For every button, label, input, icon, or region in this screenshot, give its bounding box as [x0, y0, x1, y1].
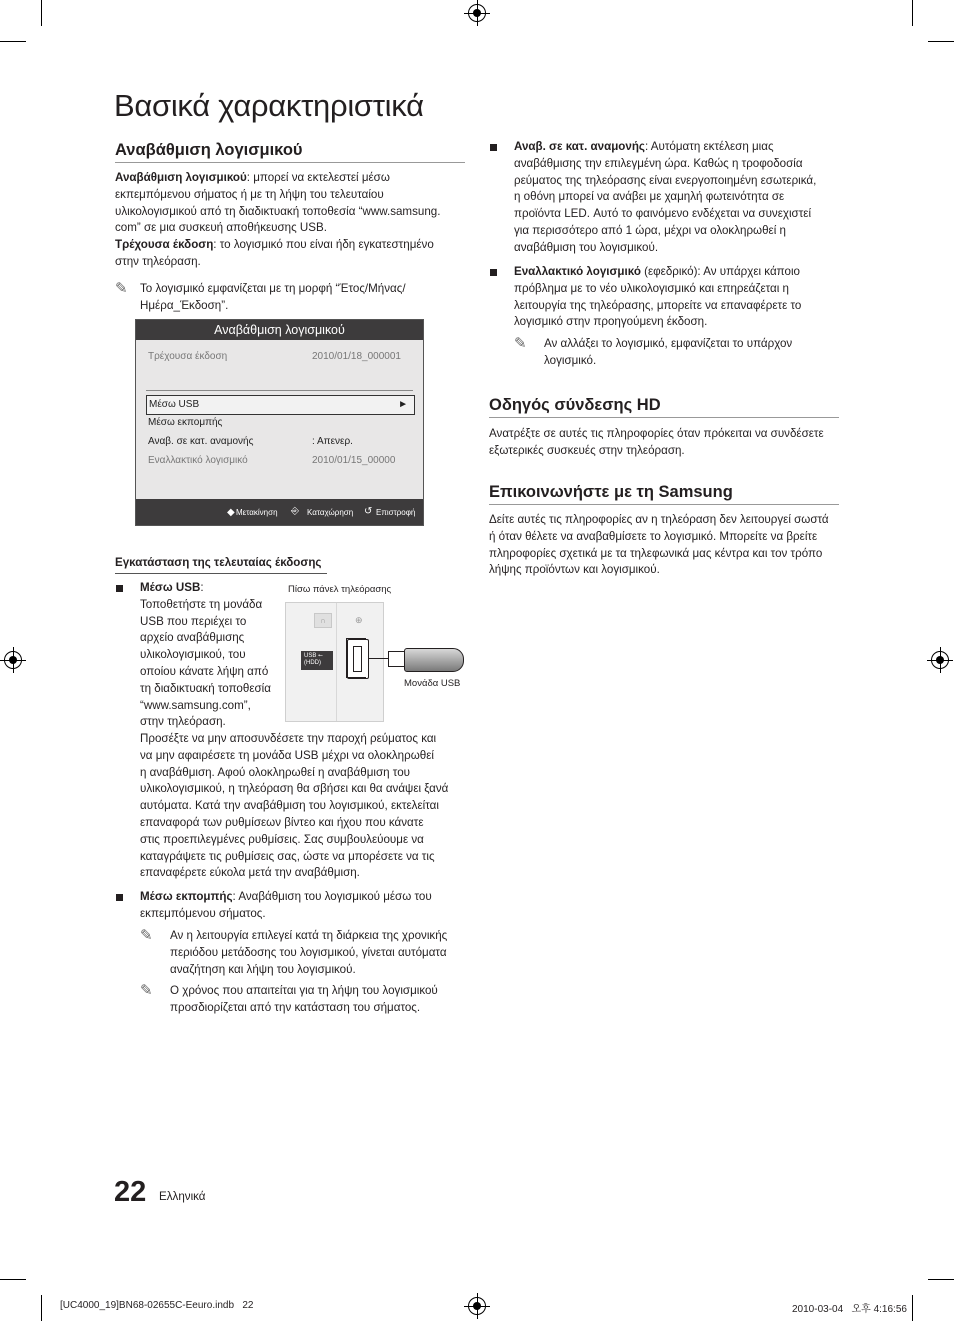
- text-line: η οθόνη μπορεί να ανάβει με χαμηλή φωτεινότητα σε: [514, 190, 785, 204]
- text-line: Μέσω εκπομπής: Αναβάθμιση του λογισμικού μέσω του: [140, 890, 432, 903]
- headphone-jack-icon: ∩: [314, 613, 332, 628]
- text-line: “www.samsung.com”,: [140, 698, 251, 712]
- text-line: στην τηλεόραση.: [140, 715, 226, 729]
- install-rule: [115, 573, 327, 574]
- text-line: Ημέρα_Έκδοση”.: [140, 298, 229, 312]
- page-number: 22: [114, 1176, 147, 1208]
- bold-term: Αναβ. σε κατ. αναμονής: [514, 140, 645, 153]
- menu-item-usb[interactable]: [146, 395, 415, 415]
- text-line: πληροφορίες σχετικά με τα τηλεφωνικά μας κέντρα και τον τρόπο: [489, 546, 823, 560]
- section-title-contact-samsung: Επικοινωνήστε με τη Samsung: [489, 483, 733, 501]
- text-line: επαναφέρετε εύκολα μετά την αναβάθμιση.: [140, 866, 360, 880]
- square-bullet-icon: [116, 894, 123, 901]
- menu-standby-value: : Απενερ.: [312, 436, 353, 447]
- page-language: Ελληνικά: [159, 1190, 206, 1203]
- menu-item-standby[interactable]: Αναβ. σε κατ. αναμονής: [148, 436, 254, 447]
- enter-icon: ⎆: [291, 506, 299, 517]
- return-icon: ↺: [364, 506, 373, 517]
- menu-item-usb-label: Μέσω USB: [149, 399, 200, 410]
- usb-hdd-port-label: USB ⭠ (HDD): [301, 651, 333, 670]
- text-line: υλικολογισμικού, του: [140, 648, 246, 662]
- standby-bullet-text: [514, 139, 844, 257]
- menu-foot-move: Μετακίνηση: [236, 508, 278, 517]
- text-line: να μην αφαιρέσετε τη μονάδα USB μέχρι να ολοκληρωθεί: [140, 748, 434, 762]
- text-line: USB που περιέχει το: [140, 614, 247, 628]
- broadcast-bullet-text: [140, 889, 470, 923]
- text-line: στις προεπιλεγμένες ρυθμίσεις. Σας συμβουλεύουμε να: [140, 832, 424, 846]
- usb-bullet-wide: [140, 731, 470, 882]
- text-line: λογισμικό στην προηγούμενη έκδοση.: [514, 315, 708, 329]
- text-line: στην τηλεόραση.: [115, 254, 201, 268]
- footer-date-info: 2010-03-04 오후 4:16:56: [792, 1304, 907, 1315]
- usb-drive-body: [404, 648, 464, 672]
- bold-term: Μέσω εκπομπής: [140, 890, 233, 903]
- text-line: Αν αλλάξει το λογισμικό, εμφανίζεται το υπάρχον: [544, 337, 793, 350]
- tv-back-panel-label: Πίσω πάνελ τηλεόρασης: [288, 584, 392, 595]
- usb-port-highlight: [347, 639, 369, 679]
- broadcast-note-1: [170, 928, 470, 978]
- usb-drive-plug: [388, 651, 405, 667]
- text-line: ή όταν θέλετε να αναβαθμίσετε το λογισμικό. Μπορείτε να βρείτε: [489, 529, 818, 543]
- alt-note: [544, 336, 844, 370]
- text-line: Τρέχουσα έκδοση: το λογισμικό που είναι ήδη εγκατεστημένο: [115, 238, 434, 252]
- software-upgrade-menu: [135, 319, 424, 526]
- usb-port-slot: [353, 646, 362, 672]
- crop-mark: [0, 41, 26, 42]
- text-line: Εναλλακτικό λογισμικό (εφεδρικό): Αν υπάρχει κάποιο: [514, 265, 800, 278]
- install-title: Εγκατάσταση της τελευταίας έκδοσης: [115, 556, 322, 569]
- bold-term: Τρέχουσα έκδοση: [115, 238, 214, 252]
- text-line: προσδιορίζεται από την κατάσταση του σήματος.: [170, 1000, 421, 1014]
- text-line: Μέσω USB:: [140, 581, 204, 594]
- connector-line: [346, 638, 366, 639]
- connector-line: [346, 677, 366, 678]
- pencil-note-icon: ✎: [140, 982, 153, 999]
- page-title: Βασικά χαρακτηριστικά: [114, 88, 424, 123]
- text-line: αναβάθμιση του λογισμικού.: [514, 240, 659, 254]
- text-line: τη διαδικτυακή τοποθεσία: [140, 681, 271, 695]
- connector-line: [346, 638, 347, 678]
- note-version-format: [140, 281, 460, 315]
- text-line: προϊόντα LED. Αυτό το φαινόμενο ενδέχεται να συνεχιστεί: [514, 207, 812, 221]
- text-line: αναζήτηση και λήψη του λογισμικού.: [170, 962, 356, 976]
- broadcast-note-2: [170, 983, 470, 1017]
- menu-foot-return: Επιστροφή: [376, 508, 416, 517]
- text-line: λογισμικό.: [544, 353, 597, 367]
- pencil-note-icon: ✎: [514, 335, 527, 352]
- usb-bullet-narrow: [140, 580, 285, 731]
- section-rule: [489, 504, 839, 505]
- crop-mark: [0, 1279, 26, 1280]
- square-bullet-icon: [490, 144, 497, 151]
- text-line: Ο χρόνος που απαιτείται για τη λήψη του λογισμικού: [170, 984, 438, 997]
- menu-item-broadcast[interactable]: Μέσω εκπομπής: [148, 417, 223, 428]
- bold-term: Μέσω USB: [140, 581, 201, 594]
- square-bullet-icon: [490, 269, 497, 276]
- bold-term: Αναβάθμιση λογισμικού: [115, 171, 247, 184]
- registration-mark-icon: [4, 651, 22, 669]
- footer-file-info: [UC4000_19]BN68-02655C-Eeuro.indb 22: [60, 1300, 254, 1311]
- menu-title: Αναβάθμιση λογισμικού: [136, 320, 423, 340]
- move-arrows-icon: ◆: [227, 507, 235, 518]
- menu-current-label: Τρέχουσα έκδοση: [148, 351, 228, 362]
- text-line: Τοποθετήστε τη μονάδα: [140, 597, 263, 611]
- text-line: επαναφορά των ρυθμίσεων βίντεο και ήχου που κάνατε: [140, 815, 424, 829]
- text-line: λήψης προϊόντων και λογισμικού.: [489, 563, 660, 577]
- text-line: εκπεμπόμενου σήματος ή με τη λήψη του τελευταίου: [115, 187, 384, 201]
- pencil-note-icon: ✎: [115, 280, 128, 297]
- text-line: Ανατρέξτε σε αυτές τις πληροφορίες όταν πρόκειται να συνδέσετε: [489, 427, 824, 440]
- crop-mark: [41, 0, 42, 26]
- panel-seam: [336, 603, 337, 721]
- menu-divider: [146, 390, 413, 391]
- crop-mark: [928, 1279, 954, 1280]
- text-line: οποίου κάνατε λήψη από: [140, 664, 269, 678]
- hd-guide-text: [489, 426, 844, 460]
- text-line: εξωτερικές συσκευές στην τηλεόραση.: [489, 443, 685, 457]
- crop-mark: [912, 0, 913, 26]
- menu-foot-enter: Καταχώρηση: [307, 508, 354, 517]
- text-line: Αναβάθμιση λογισμικού: μπορεί να εκτελεστεί μέσω: [115, 171, 390, 184]
- menu-alt-value: 2010/01/15_00000: [312, 455, 396, 466]
- menu-footer: [136, 499, 423, 525]
- text-line: υλικολογισμικού, η τηλεόραση θα σβήσει και θα ανάψει ξανά: [140, 782, 449, 796]
- text-line: Δείτε αυτές τις πληροφορίες αν η τηλεόραση δεν λειτουργεί σωστά: [489, 513, 829, 526]
- registration-mark-icon: [931, 651, 949, 669]
- text-line: αναβάθμισης την επιλεγμένη ώρα. Καθώς η τροφοδοσία: [514, 156, 803, 170]
- section-rule: [115, 162, 465, 163]
- crop-mark: [928, 41, 954, 42]
- pencil-note-icon: ✎: [140, 927, 153, 944]
- registration-mark-icon: [468, 1297, 486, 1315]
- square-bullet-icon: [116, 585, 123, 592]
- text-line: περιόδου μετάδοσης του λογισμικού, γίνεται αυτόματα: [170, 945, 447, 959]
- arrow-right-icon: ►: [398, 399, 408, 410]
- text-line: λειτουργία της τηλεόρασης, μπορείτε να επαναφέρετε το: [514, 298, 802, 312]
- crop-mark: [912, 1295, 913, 1321]
- crop-mark: [41, 1295, 42, 1321]
- text-line: εκπεμπόμενου σήματος.: [140, 906, 266, 920]
- intro-text: [115, 170, 465, 271]
- text-line: για περισσότερο από 1 ώρα, μέχρι να ολοκληρωθεί η: [514, 223, 786, 237]
- text-line: ρεύματος της τηλεόρασης είναι ενεργοποιημένη εσωτερικά,: [514, 173, 817, 187]
- text-line: πρόβλημα με το νέο υλικολογισμικό και επηρεάζεται η: [514, 281, 789, 295]
- menu-current-value: 2010/01/18_000001: [312, 351, 401, 362]
- text-line: υλικολογισμικού από τη διαδικτυακή τοποθεσία “www.samsung.: [115, 204, 441, 218]
- text-line: η αναβάθμιση. Αφού ολοκληρωθεί η αναβάθμιση του: [140, 765, 410, 779]
- text-line: Αν η λειτουργία επιλεγεί κατά τη διάρκεια της χρονικής: [170, 929, 448, 942]
- usb-drive-label: Μονάδα USB: [404, 678, 461, 689]
- contact-text: [489, 512, 844, 579]
- menu-item-alt-software[interactable]: Εναλλακτικό λογισμικό: [148, 455, 248, 466]
- text-line: αυτόματα. Κατά την αναβάθμιση του λογισμικού, εκτελείται: [140, 799, 439, 813]
- screw-icon: ⊕: [355, 615, 363, 625]
- text-line: καταγράψετε τις ρυθμίσεις σας, ώστε να μπορέσετε να τις: [140, 849, 435, 863]
- alt-bullet-text: [514, 264, 844, 331]
- text-line: Προσέξτε να μην αποσυνδέσετε την παροχή ρεύματος και: [140, 732, 437, 745]
- section-title-software-upgrade: Αναβάθμιση λογισμικού: [115, 141, 303, 159]
- connector-line: [368, 658, 388, 659]
- text-line: αρχείο αναβάθμισης: [140, 631, 245, 645]
- registration-mark-icon: [468, 4, 486, 22]
- text-line: Αναβ. σε κατ. αναμονής: Αυτόματη εκτέλεση μιας: [514, 140, 774, 153]
- text-line: com” σε μια συσκευή αποθήκευσης USB.: [115, 221, 327, 235]
- section-rule: [489, 417, 839, 418]
- text-line: Το λογισμικό εμφανίζεται με τη μορφή “Έτος/Μήνας/: [140, 282, 406, 295]
- tv-back-panel: [285, 602, 384, 722]
- bold-term: Εναλλακτικό λογισμικό: [514, 265, 641, 278]
- section-title-hd-guide: Οδηγός σύνδεσης HD: [489, 396, 661, 414]
